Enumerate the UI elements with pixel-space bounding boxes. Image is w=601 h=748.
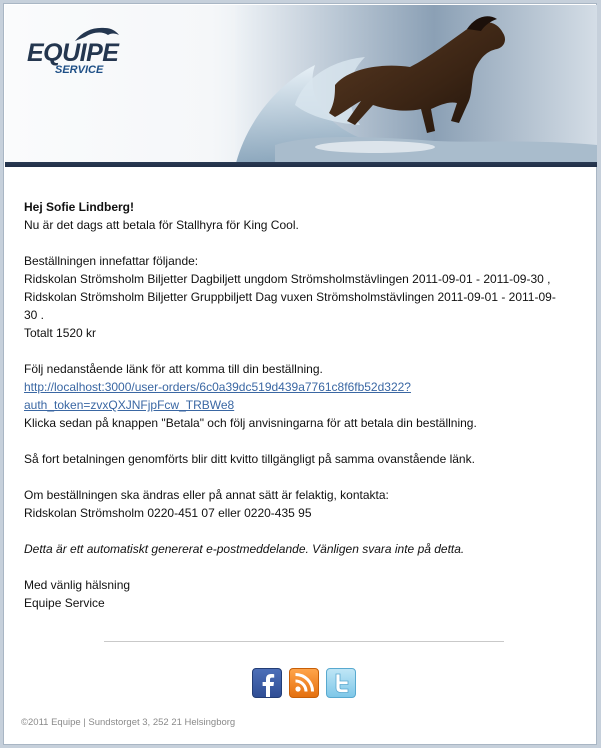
order-link-line2[interactable]: auth_token=zvxQXJNFjpFcw_TRBWe8 (24, 398, 235, 412)
email-container (3, 3, 597, 745)
link-intro: Följ nedanstående länk för att komma till din beställning. (24, 362, 323, 376)
facebook-icon[interactable] (252, 668, 282, 698)
greeting: Hej Sofie Lindberg! (24, 200, 135, 214)
order-link-line1[interactable]: http://localhost:3000/user-orders/6c0a39dc519d439a7761c8f6fb52d322? (24, 380, 411, 394)
footer-text: ©2011 Equipe | Sundstorget 3, 252 21 Helsingborg (21, 717, 236, 728)
order-item-continued: 30 . (24, 308, 45, 322)
order-total: Totalt 1520 kr (24, 326, 97, 340)
social-links (252, 668, 356, 700)
order-heading: Beställningen innefattar följande: (24, 254, 199, 268)
header-bottom-bar (5, 162, 597, 167)
order-item: Ridskolan Strömsholm Biljetter Gruppbiljett Dag vuxen Strömsholmstävlingen 2011-09-01 - 2011-09- (24, 290, 556, 304)
order-link[interactable] (24, 380, 411, 412)
horse-running-in-surf-image (235, 5, 597, 167)
twitter-icon[interactable] (326, 668, 356, 698)
closing: Med vänlig hälsning (24, 578, 131, 592)
signature: Equipe Service (24, 596, 105, 610)
receipt-info: Så fort betalningen genomförts blir ditt kvitto tillgängligt på samma ovanstående länk. (24, 452, 475, 466)
order-item: Ridskolan Strömsholm Biljetter Dagbiljett ungdom Strömsholmstävlingen 2011-09-01 - 2011-09-30 , (24, 272, 551, 286)
logo-main-text: EQUIPE (27, 39, 119, 67)
divider (104, 641, 504, 642)
auto-notice: Detta är ett automatiskt genererat e-postmeddelande. Vänligen svara inte på detta. (24, 542, 465, 556)
logo-sub-text: SERVICE (55, 64, 104, 76)
pay-instruction: Klicka sedan på knappen "Betala" och följ anvisningarna för att betala din beställning. (24, 416, 477, 430)
rss-icon[interactable] (289, 668, 319, 698)
contact-intro: Om beställningen ska ändras eller på annat sätt är felaktig, kontakta: (24, 488, 389, 502)
email-header (5, 5, 597, 167)
contact-details: Ridskolan Strömsholm 0220-451 07 eller 0220-435 95 (24, 506, 312, 520)
equipe-logo (25, 29, 125, 79)
email-body (24, 198, 584, 612)
intro-text: Nu är det dags att betala för Stallhyra för King Cool. (24, 218, 299, 232)
